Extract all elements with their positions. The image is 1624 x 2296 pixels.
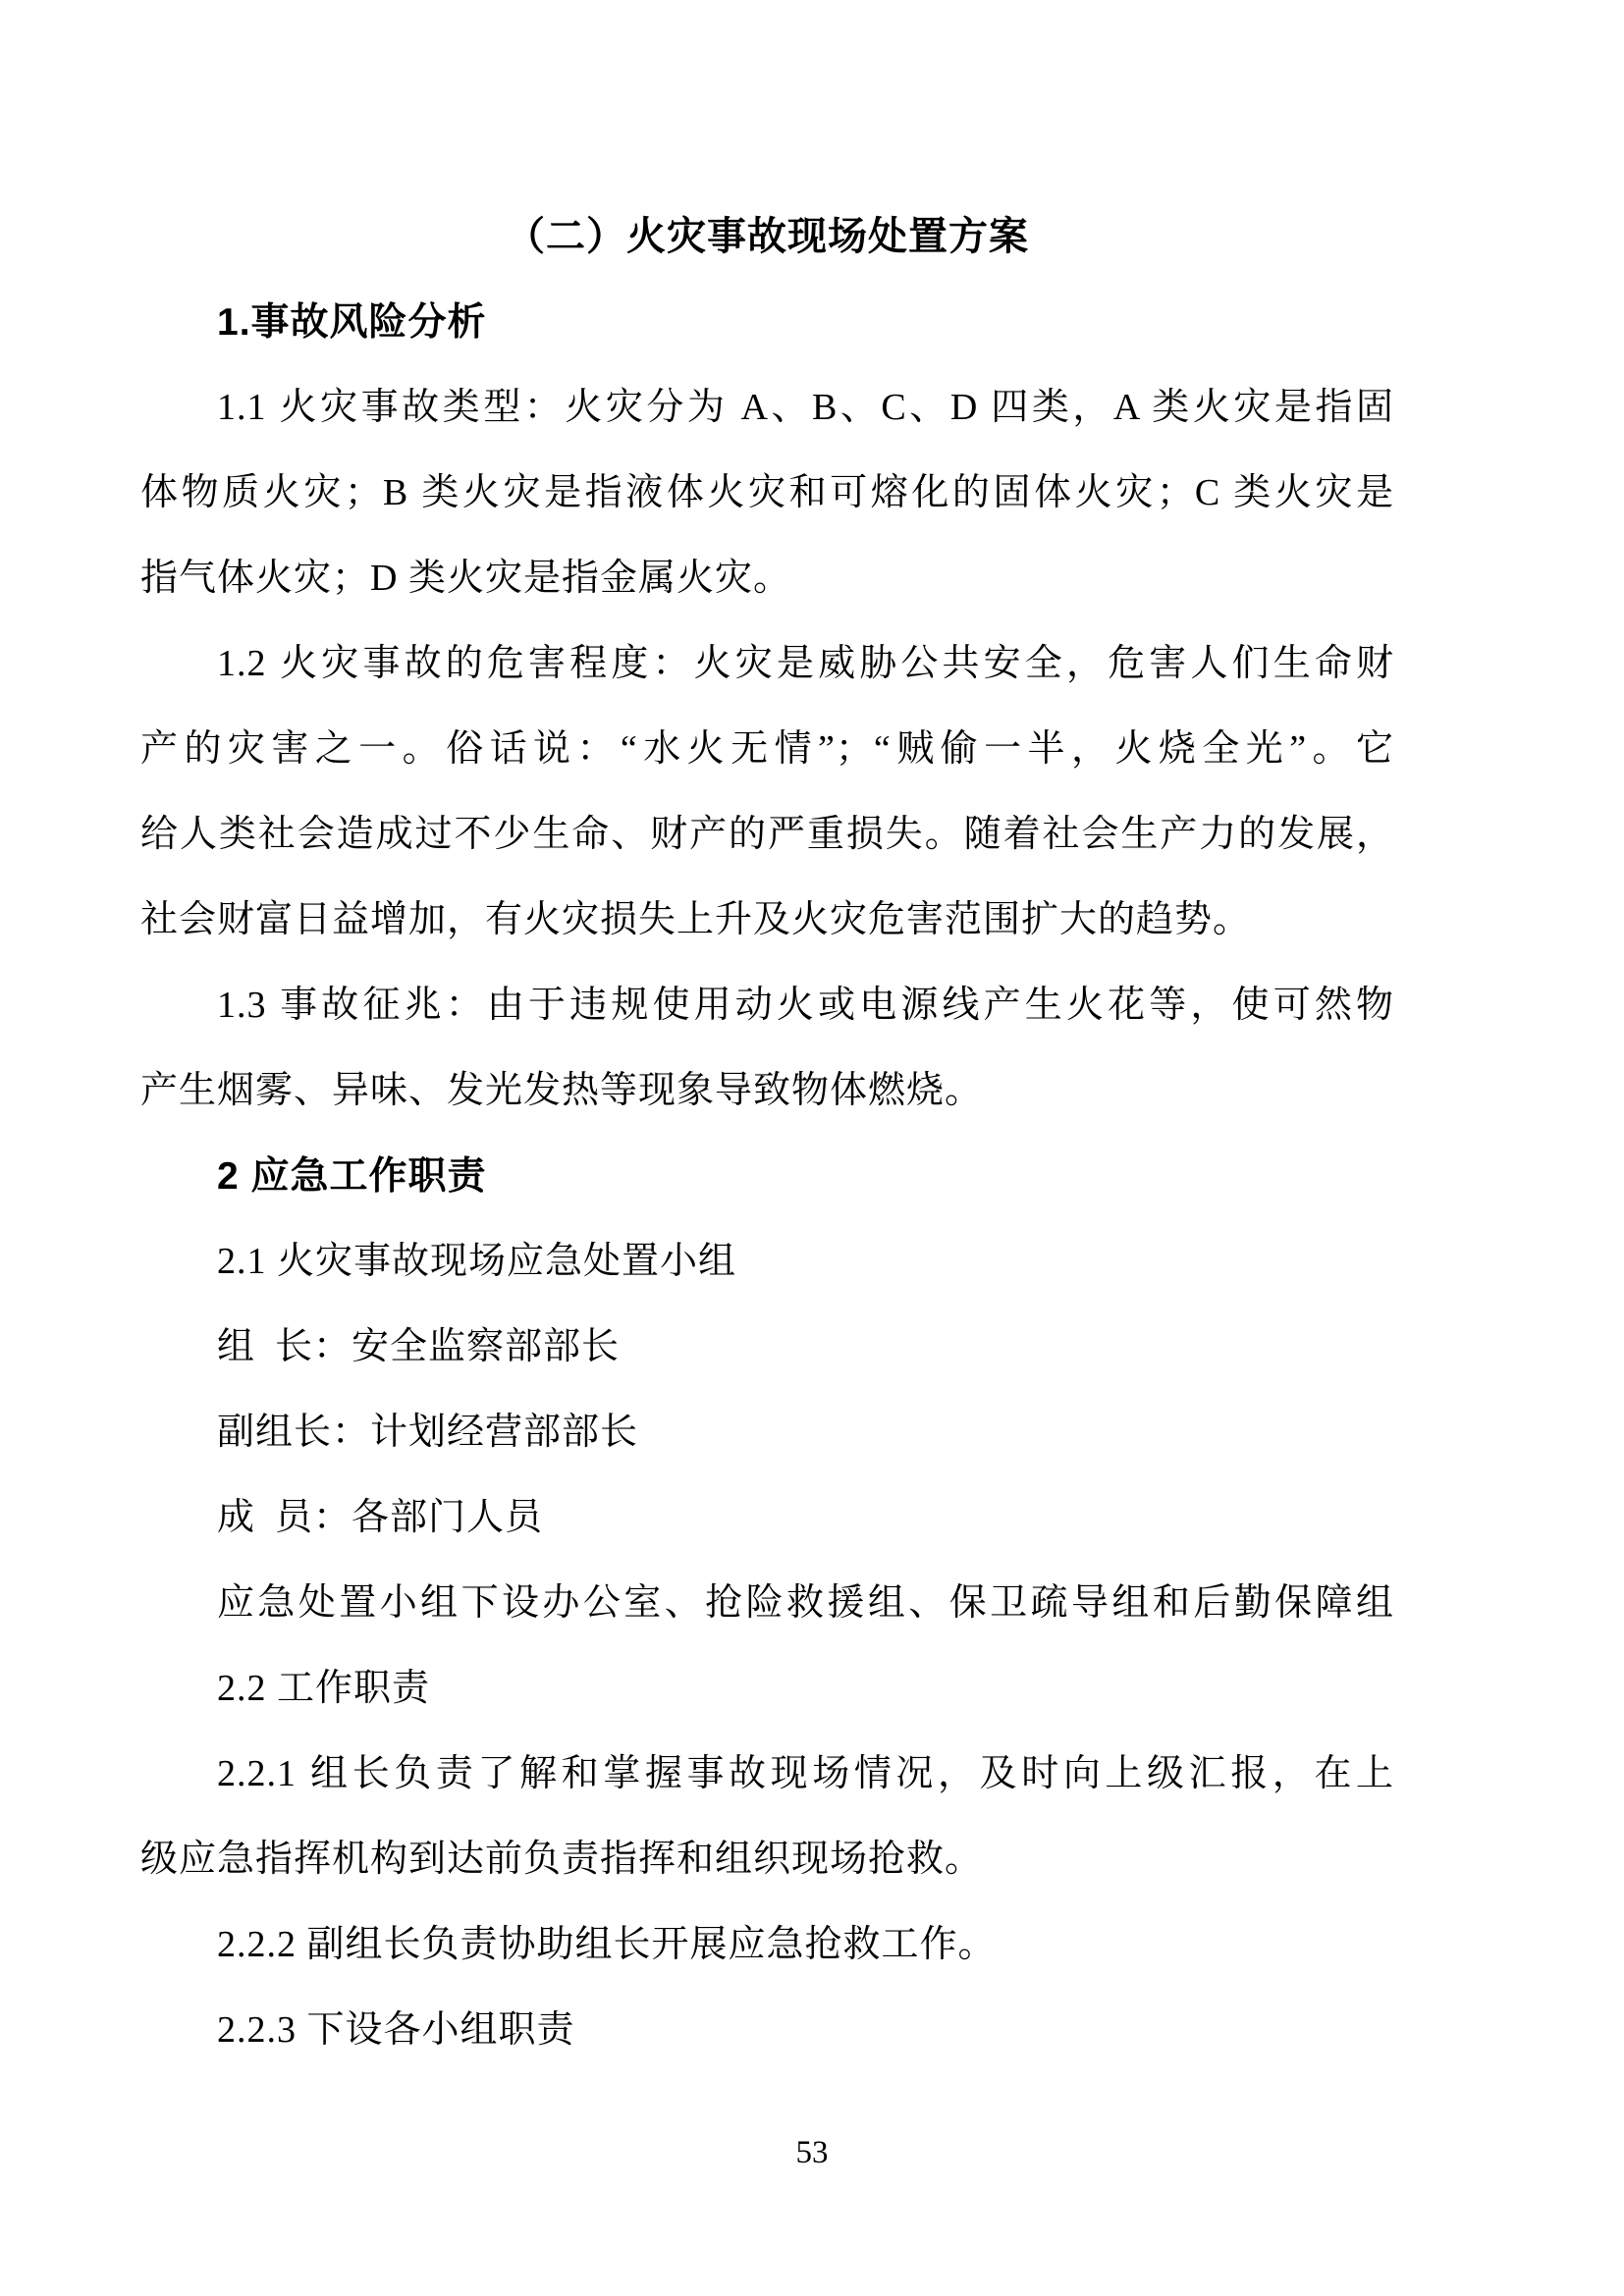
document-body (140, 194, 1394, 2073)
text-line: 应急处置小组下设办公室、抢险救援组、保卫疏导组和后勤保障组 (217, 1582, 1394, 1624)
text-line: 级应急指挥机构到达前负责指挥和组织现场抢救。 (140, 1839, 984, 1880)
text-line: 组 长：安全监察部部长 (217, 1326, 621, 1367)
text-line: 2.2.1 组长负责了解和掌握事故现场情况，及时向上级汇报，在上 (217, 1753, 1394, 1794)
text-line: 2.2 工作职责 (217, 1668, 431, 1709)
text-line: 成 员：各部门人员 (217, 1497, 544, 1538)
page-number: 53 (795, 2135, 829, 2170)
text-line: 副组长：计划经营部部长 (217, 1412, 639, 1453)
section-heading: 1.事故风险分析 (217, 301, 487, 344)
text-line: 产的灾害之一。俗话说：“水火无情”；“贼偷一半，火烧全光”。它 (140, 728, 1394, 770)
text-line: 2.2.3 下设各小组职责 (217, 2009, 575, 2051)
text-line: 社会财富日益增加，有火灾损失上升及火灾危害范围扩大的趋势。 (140, 899, 1252, 940)
text-line: 指气体火灾；D 类火灾是指金属火灾。 (140, 558, 791, 599)
text-line: 1.3 事故征兆：由于违规使用动火或电源线产生火花等，使可然物 (217, 985, 1394, 1026)
text-line: 1.1 火灾事故类型：火灾分为 A、B、C、D 四类，A 类火灾是指固 (217, 387, 1394, 428)
text-line: 体物质火灾；B 类火灾是指液体火灾和可熔化的固体火灾；C 类火灾是 (140, 472, 1394, 513)
section-heading: 2 应急工作职责 (217, 1155, 487, 1198)
text-line: 1.2 火灾事故的危害程度：火灾是威胁公共安全，危害人们生命财 (217, 643, 1394, 684)
text-line: 产生烟雾、异味、发光发热等现象导致物体燃烧。 (140, 1070, 984, 1111)
text-line: 给人类社会造成过不少生命、财产的严重损失。随着社会生产力的发展， (140, 814, 1394, 855)
text-line: 2.1 火灾事故现场应急处置小组 (217, 1241, 737, 1282)
text-line: 2.2.2 副组长负责协助组长开展应急抢救工作。 (217, 1924, 997, 1965)
document-title: （二）火灾事故现场处置方案 (506, 215, 1029, 258)
